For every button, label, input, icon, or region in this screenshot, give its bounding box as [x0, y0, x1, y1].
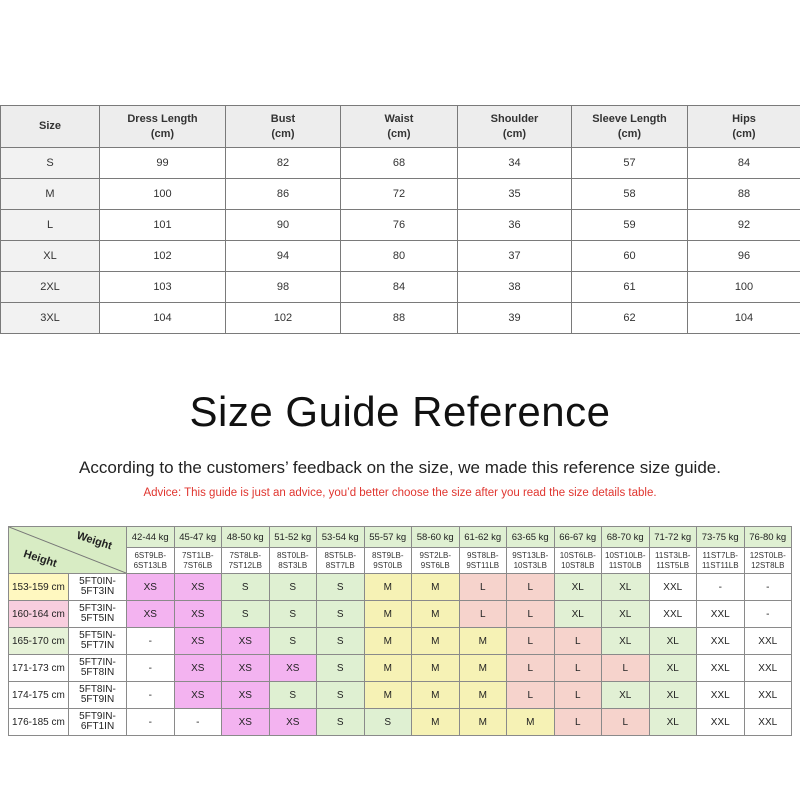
- weight-kg-cell: 48-50 kg: [222, 527, 270, 548]
- measurement-cell: 76: [341, 210, 458, 241]
- height-cm-cell: 153-159 cm: [9, 574, 69, 601]
- weight-lb-line: 6ST13LB: [133, 560, 167, 570]
- weight-kg-cell: 71-72 kg: [649, 527, 697, 548]
- recommended-size-cell: M: [459, 682, 507, 709]
- column-header-unit: (cm): [150, 127, 175, 140]
- measurement-cell: 68: [341, 148, 458, 179]
- measurement-cell: 98: [226, 272, 341, 303]
- recommended-size-cell: XS: [127, 574, 175, 601]
- height-ft-cell: [69, 601, 127, 628]
- recommended-size-cell: S: [317, 682, 365, 709]
- recommended-size-cell: -: [127, 628, 175, 655]
- measurement-cell: 59: [572, 210, 688, 241]
- recommended-size-cell: XS: [269, 655, 317, 682]
- recommended-size-cell: XS: [222, 682, 270, 709]
- recommended-size-cell: S: [317, 655, 365, 682]
- height-row: [9, 709, 792, 736]
- weight-lb-cell: [127, 548, 175, 574]
- recommended-size-cell: M: [364, 682, 412, 709]
- recommended-size-cell: L: [507, 601, 555, 628]
- recommended-size-cell: L: [507, 574, 555, 601]
- measurement-cell: 88: [341, 303, 458, 334]
- recommended-size-cell: S: [317, 628, 365, 655]
- weight-lb-line: 9ST0LB: [373, 560, 403, 570]
- weight-kg-cell: 63-65 kg: [507, 527, 555, 548]
- column-header-unit: (cm): [732, 127, 756, 140]
- recommended-size-cell: L: [554, 655, 602, 682]
- height-row: [9, 601, 792, 628]
- size-row: [1, 303, 800, 334]
- recommended-size-cell: S: [317, 601, 365, 628]
- measurement-cell: 90: [226, 210, 341, 241]
- height-ft-line: 5FT3IN: [80, 586, 115, 597]
- measurement-cell: 104: [688, 303, 800, 334]
- height-ft-line: 5FT5IN: [80, 613, 115, 624]
- recommended-size-cell: M: [459, 709, 507, 736]
- recommended-size-cell: XXL: [649, 574, 697, 601]
- recommended-size-cell: -: [744, 601, 792, 628]
- recommended-size-cell: XS: [222, 628, 270, 655]
- measurement-cell: 84: [341, 272, 458, 303]
- height-cm-cell: 174-175 cm: [9, 682, 69, 709]
- page-title: Size Guide Reference: [189, 388, 611, 435]
- measurement-cell: 100: [688, 272, 800, 303]
- weight-lb-cell: [744, 548, 792, 574]
- recommended-size-cell: M: [412, 574, 460, 601]
- height-ft-line: 5FT8IN-: [79, 684, 116, 695]
- column-header-label: Sleeve Length: [592, 112, 667, 125]
- size-cell: L: [1, 210, 100, 241]
- recommended-size-cell: S: [317, 709, 365, 736]
- recommended-size-cell: XL: [649, 628, 697, 655]
- recommended-size-cell: XS: [269, 709, 317, 736]
- measurement-cell: 82: [226, 148, 341, 179]
- weight-kg-cell: 76-80 kg: [744, 527, 792, 548]
- measurement-cell: 102: [100, 241, 226, 272]
- recommended-size-cell: XXL: [744, 628, 792, 655]
- size-cell: 2XL: [1, 272, 100, 303]
- column-header-unit: (cm): [387, 127, 411, 140]
- weight-lb-cell: [649, 548, 697, 574]
- weight-lb-line: 7ST12LB: [228, 560, 262, 570]
- measurement-cell: 104: [100, 303, 226, 334]
- recommended-size-cell: M: [507, 709, 555, 736]
- weight-lb-line: 11ST0LB: [608, 560, 642, 570]
- measurement-cell: 96: [688, 241, 800, 272]
- recommended-size-cell: XXL: [649, 601, 697, 628]
- recommended-size-cell: L: [459, 601, 507, 628]
- recommended-size-cell: XL: [602, 682, 650, 709]
- size-table-header-row: [1, 106, 800, 148]
- recommended-size-cell: XS: [222, 655, 270, 682]
- measurement-cell: 100: [100, 179, 226, 210]
- weight-lb-cell: [317, 548, 365, 574]
- column-header: [688, 106, 800, 148]
- recommended-size-cell: XS: [222, 709, 270, 736]
- column-header-label: Dress Length: [127, 112, 198, 125]
- recommended-size-cell: XL: [649, 655, 697, 682]
- height-ft-line: 5FT7IN-: [79, 657, 116, 668]
- recommended-size-cell: L: [507, 682, 555, 709]
- height-ft-line: 5FT9IN: [80, 694, 115, 705]
- recommended-size-cell: XL: [602, 601, 650, 628]
- size-cell: M: [1, 179, 100, 210]
- height-ft-cell: [69, 628, 127, 655]
- measurement-cell: 37: [458, 241, 572, 272]
- measurement-cell: 57: [572, 148, 688, 179]
- recommended-size-cell: S: [222, 574, 270, 601]
- height-cm-cell: 165-170 cm: [9, 628, 69, 655]
- weight-lb-cell: [412, 548, 460, 574]
- recommended-size-cell: XS: [174, 601, 222, 628]
- size-cell: S: [1, 148, 100, 179]
- recommended-size-cell: M: [364, 655, 412, 682]
- recommended-size-cell: M: [364, 628, 412, 655]
- recommended-size-cell: S: [269, 574, 317, 601]
- weight-kg-cell: 53-54 kg: [317, 527, 365, 548]
- recommended-size-cell: L: [459, 574, 507, 601]
- recommended-size-cell: -: [127, 655, 175, 682]
- weight-kg-cell: 45-47 kg: [174, 527, 222, 548]
- corner-height-label: Height: [21, 548, 59, 570]
- weight-lb-cell: [174, 548, 222, 574]
- measurement-cell: 34: [458, 148, 572, 179]
- recommended-size-cell: S: [269, 682, 317, 709]
- recommended-size-cell: L: [602, 655, 650, 682]
- column-header: [572, 106, 688, 148]
- recommended-size-cell: M: [412, 709, 460, 736]
- column-header: [100, 106, 226, 148]
- weight-lb-line: 9ST8LB-: [466, 550, 499, 560]
- column-header-label: Hips: [732, 112, 756, 125]
- recommended-size-cell: L: [507, 655, 555, 682]
- column-header: [226, 106, 341, 148]
- weight-kg-cell: 55-57 kg: [364, 527, 412, 548]
- measurement-cell: 72: [341, 179, 458, 210]
- weight-lb-line: 8ST9LB-: [371, 550, 404, 560]
- measurement-cell: 94: [226, 241, 341, 272]
- recommended-size-cell: L: [554, 628, 602, 655]
- weight-lb-line: 10ST6LB-: [559, 550, 596, 560]
- weight-kg-cell: 66-67 kg: [554, 527, 602, 548]
- height-ft-cell: [69, 574, 127, 601]
- size-row: [1, 241, 800, 272]
- recommended-size-cell: XXL: [744, 709, 792, 736]
- recommended-size-cell: XL: [649, 709, 697, 736]
- recommended-size-cell: XXL: [697, 682, 745, 709]
- recommended-size-cell: XXL: [697, 709, 745, 736]
- size-reference-grid: [8, 526, 792, 736]
- weight-lb-line: 8ST5LB-: [324, 550, 357, 560]
- weight-lb-cell: [602, 548, 650, 574]
- measurement-cell: 86: [226, 179, 341, 210]
- weight-lb-line: 6ST9LB-: [134, 550, 167, 560]
- recommended-size-cell: L: [507, 628, 555, 655]
- size-row: [1, 272, 800, 303]
- column-header-label: Shoulder: [490, 112, 539, 125]
- weight-lb-line: 10ST8LB: [561, 560, 595, 570]
- measurement-cell: 60: [572, 241, 688, 272]
- recommended-size-cell: M: [364, 601, 412, 628]
- size-row: [1, 210, 800, 241]
- recommended-size-cell: XXL: [697, 655, 745, 682]
- measurement-cell: 35: [458, 179, 572, 210]
- weight-lb-line: 9ST2LB-: [419, 550, 452, 560]
- recommended-size-cell: XS: [174, 628, 222, 655]
- height-cm-cell: 176-185 cm: [9, 709, 69, 736]
- measurement-cell: 58: [572, 179, 688, 210]
- recommended-size-cell: XXL: [744, 655, 792, 682]
- recommended-size-cell: XL: [602, 574, 650, 601]
- weight-lb-line: 7ST1LB-: [181, 550, 214, 560]
- measurement-cell: 80: [341, 241, 458, 272]
- weight-lb-cell: [697, 548, 745, 574]
- measurement-cell: 38: [458, 272, 572, 303]
- column-header-unit: (cm): [617, 127, 642, 140]
- height-ft-cell: [69, 655, 127, 682]
- recommended-size-cell: L: [554, 709, 602, 736]
- recommended-size-cell: -: [127, 682, 175, 709]
- height-ft-line: 5FT3IN-: [79, 603, 116, 614]
- guide-subtitle: According to the customers’ feedback on the size, we made this reference size guide.: [79, 458, 721, 477]
- weight-lb-line: 8ST3LB: [278, 560, 308, 570]
- recommended-size-cell: XS: [174, 574, 222, 601]
- weight-lb-cell: [507, 548, 555, 574]
- weight-lb-line: 11ST11LB: [701, 560, 739, 570]
- height-cm-cell: 160-164 cm: [9, 601, 69, 628]
- recommended-size-cell: XL: [602, 628, 650, 655]
- recommended-size-cell: S: [317, 574, 365, 601]
- weight-lb-line: 10ST10LB-: [605, 550, 646, 560]
- measurement-cell: 92: [688, 210, 800, 241]
- weight-kg-cell: 73-75 kg: [697, 527, 745, 548]
- weight-kg-cell: 51-52 kg: [269, 527, 317, 548]
- size-details-table: [0, 105, 800, 334]
- measurement-cell: 99: [100, 148, 226, 179]
- column-header-unit: (cm): [502, 127, 527, 140]
- column-header: [1, 106, 100, 148]
- recommended-size-cell: XL: [554, 574, 602, 601]
- height-ft-line: 5FT7IN: [80, 640, 115, 651]
- weight-kg-cell: 68-70 kg: [602, 527, 650, 548]
- weight-lb-line: 9ST6LB: [420, 560, 450, 570]
- recommended-size-cell: XS: [174, 655, 222, 682]
- recommended-size-cell: L: [602, 709, 650, 736]
- measurement-cell: 62: [572, 303, 688, 334]
- recommended-size-cell: S: [269, 628, 317, 655]
- height-ft-line: 5FT8IN: [80, 667, 115, 678]
- recommended-size-cell: XL: [554, 601, 602, 628]
- recommended-size-cell: XXL: [697, 628, 745, 655]
- recommended-size-cell: -: [697, 574, 745, 601]
- height-ft-line: 5FT5IN-: [79, 630, 116, 641]
- weight-lb-cell: [269, 548, 317, 574]
- weight-lb-cell: [554, 548, 602, 574]
- recommended-size-cell: S: [222, 601, 270, 628]
- recommended-size-cell: M: [412, 682, 460, 709]
- height-ft-line: 6FT1IN: [80, 721, 115, 732]
- recommended-size-cell: -: [127, 709, 175, 736]
- weight-kg-cell: 58-60 kg: [412, 527, 460, 548]
- height-ft-cell: [69, 709, 127, 736]
- measurement-cell: 61: [572, 272, 688, 303]
- measurement-cell: 101: [100, 210, 226, 241]
- weight-lb-line: 8ST0LB-: [276, 550, 309, 560]
- recommended-size-cell: XXL: [697, 601, 745, 628]
- recommended-size-cell: M: [459, 628, 507, 655]
- column-header-label: Waist: [384, 112, 414, 125]
- recommended-size-cell: -: [744, 574, 792, 601]
- weight-lb-line: 11ST7LB-: [702, 550, 738, 560]
- recommended-size-cell: XXL: [744, 682, 792, 709]
- measurement-cell: 103: [100, 272, 226, 303]
- measurement-cell: 88: [688, 179, 800, 210]
- weight-lb-line: 11ST3LB-: [655, 550, 691, 560]
- weight-lb-line: 9ST13LB-: [512, 550, 549, 560]
- weight-lb-line: 9ST11LB: [466, 560, 500, 570]
- recommended-size-cell: XL: [649, 682, 697, 709]
- weight-lb-line: 10ST3LB: [513, 560, 547, 570]
- weight-lb-line: 7ST6LB: [183, 560, 213, 570]
- recommended-size-cell: XS: [174, 682, 222, 709]
- corner-weight-label: Weight: [74, 529, 113, 553]
- weight-lb-line: 12ST8LB: [751, 560, 785, 570]
- weight-lb-line: 8ST7LB: [325, 560, 355, 570]
- column-header-label: Size: [38, 120, 61, 132]
- weight-lb-cell: [222, 548, 270, 574]
- height-row: [9, 574, 792, 601]
- size-row: [1, 179, 800, 210]
- weight-lb-cell: [364, 548, 412, 574]
- size-cell: 3XL: [1, 303, 100, 334]
- recommended-size-cell: L: [554, 682, 602, 709]
- recommended-size-cell: S: [364, 709, 412, 736]
- recommended-size-cell: M: [412, 628, 460, 655]
- recommended-size-cell: M: [412, 601, 460, 628]
- column-header-label: Bust: [270, 112, 296, 125]
- column-header: [458, 106, 572, 148]
- guide-advice: Advice: This guide is just an advice, you’d better choose the size after you read the size details table.: [143, 487, 657, 499]
- recommended-size-cell: M: [364, 574, 412, 601]
- weight-lb-line: 11ST5LB: [656, 560, 690, 570]
- recommended-size-cell: M: [412, 655, 460, 682]
- height-ft-line: 5FT0IN-: [79, 576, 116, 587]
- weight-kg-row: [9, 527, 792, 548]
- recommended-size-cell: S: [269, 601, 317, 628]
- size-row: [1, 148, 800, 179]
- weight-kg-cell: 61-62 kg: [459, 527, 507, 548]
- recommended-size-cell: -: [174, 709, 222, 736]
- weight-kg-cell: 42-44 kg: [127, 527, 175, 548]
- height-ft-line: 5FT9IN-: [79, 711, 116, 722]
- height-row: [9, 655, 792, 682]
- weight-lb-line: 7ST8LB-: [229, 550, 262, 560]
- height-row: [9, 682, 792, 709]
- weight-height-corner: [9, 527, 127, 574]
- size-cell: XL: [1, 241, 100, 272]
- measurement-cell: 102: [226, 303, 341, 334]
- recommended-size-cell: XS: [127, 601, 175, 628]
- recommended-size-cell: M: [459, 655, 507, 682]
- height-ft-cell: [69, 682, 127, 709]
- height-cm-cell: 171-173 cm: [9, 655, 69, 682]
- column-header: [341, 106, 458, 148]
- column-header-unit: (cm): [271, 127, 295, 140]
- height-row: [9, 628, 792, 655]
- measurement-cell: 39: [458, 303, 572, 334]
- weight-lb-line: 12ST0LB-: [749, 550, 786, 560]
- weight-lb-cell: [459, 548, 507, 574]
- measurement-cell: 36: [458, 210, 572, 241]
- measurement-cell: 84: [688, 148, 800, 179]
